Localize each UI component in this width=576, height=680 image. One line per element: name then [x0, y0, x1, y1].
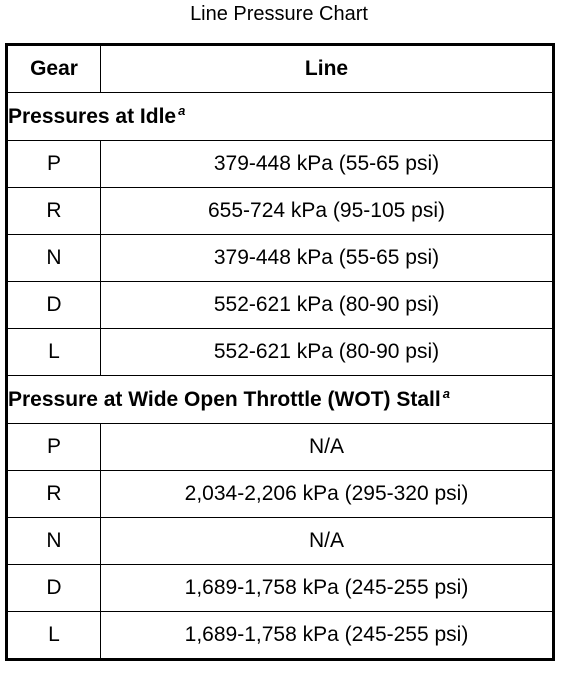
table-row: [7, 141, 554, 188]
line-pressure-cell: 552-621 kPa (80-90 psi): [101, 282, 554, 329]
line-pressure-cell: N/A: [101, 518, 554, 565]
line-pressure-table: [5, 43, 555, 661]
section-heading: [7, 376, 554, 424]
line-pressure-cell: 379-448 kPa (55-65 psi): [101, 141, 554, 188]
gear-cell: L: [7, 612, 101, 660]
gear-cell: P: [7, 141, 101, 188]
table-row: [7, 235, 554, 282]
table-row: [7, 471, 554, 518]
gear-cell: L: [7, 329, 101, 376]
header-row: [7, 45, 554, 93]
gear-cell: D: [7, 565, 101, 612]
footnote-marker: a: [442, 385, 450, 401]
table-row: [7, 612, 554, 660]
column-header-line: Line: [101, 45, 554, 93]
gear-cell: P: [7, 424, 101, 471]
line-pressure-cell: 552-621 kPa (80-90 psi): [101, 329, 554, 376]
footnote-marker: a: [178, 102, 186, 118]
section-row: [7, 93, 554, 141]
gear-cell: N: [7, 518, 101, 565]
table-row: [7, 329, 554, 376]
line-pressure-cell: 1,689-1,758 kPa (245-255 psi): [101, 565, 554, 612]
table-row: [7, 188, 554, 235]
gear-cell: D: [7, 282, 101, 329]
column-header-gear: Gear: [7, 45, 101, 93]
gear-cell: N: [7, 235, 101, 282]
table-row: [7, 282, 554, 329]
table-row: [7, 424, 554, 471]
table-row: [7, 565, 554, 612]
line-pressure-cell: 655-724 kPa (95-105 psi): [101, 188, 554, 235]
table-row: [7, 518, 554, 565]
line-pressure-cell: 379-448 kPa (55-65 psi): [101, 235, 554, 282]
line-pressure-cell: N/A: [101, 424, 554, 471]
gear-cell: R: [7, 188, 101, 235]
line-pressure-cell: 1,689-1,758 kPa (245-255 psi): [101, 612, 554, 660]
section-heading: [7, 93, 554, 141]
chart-title: Line Pressure Chart: [190, 3, 368, 25]
section-row: [7, 376, 554, 424]
section-label: Pressures at Idle: [8, 104, 177, 128]
line-pressure-cell: 2,034-2,206 kPa (295-320 psi): [101, 471, 554, 518]
gear-cell: R: [7, 471, 101, 518]
section-label: Pressure at Wide Open Throttle (WOT) Stall: [8, 387, 441, 411]
